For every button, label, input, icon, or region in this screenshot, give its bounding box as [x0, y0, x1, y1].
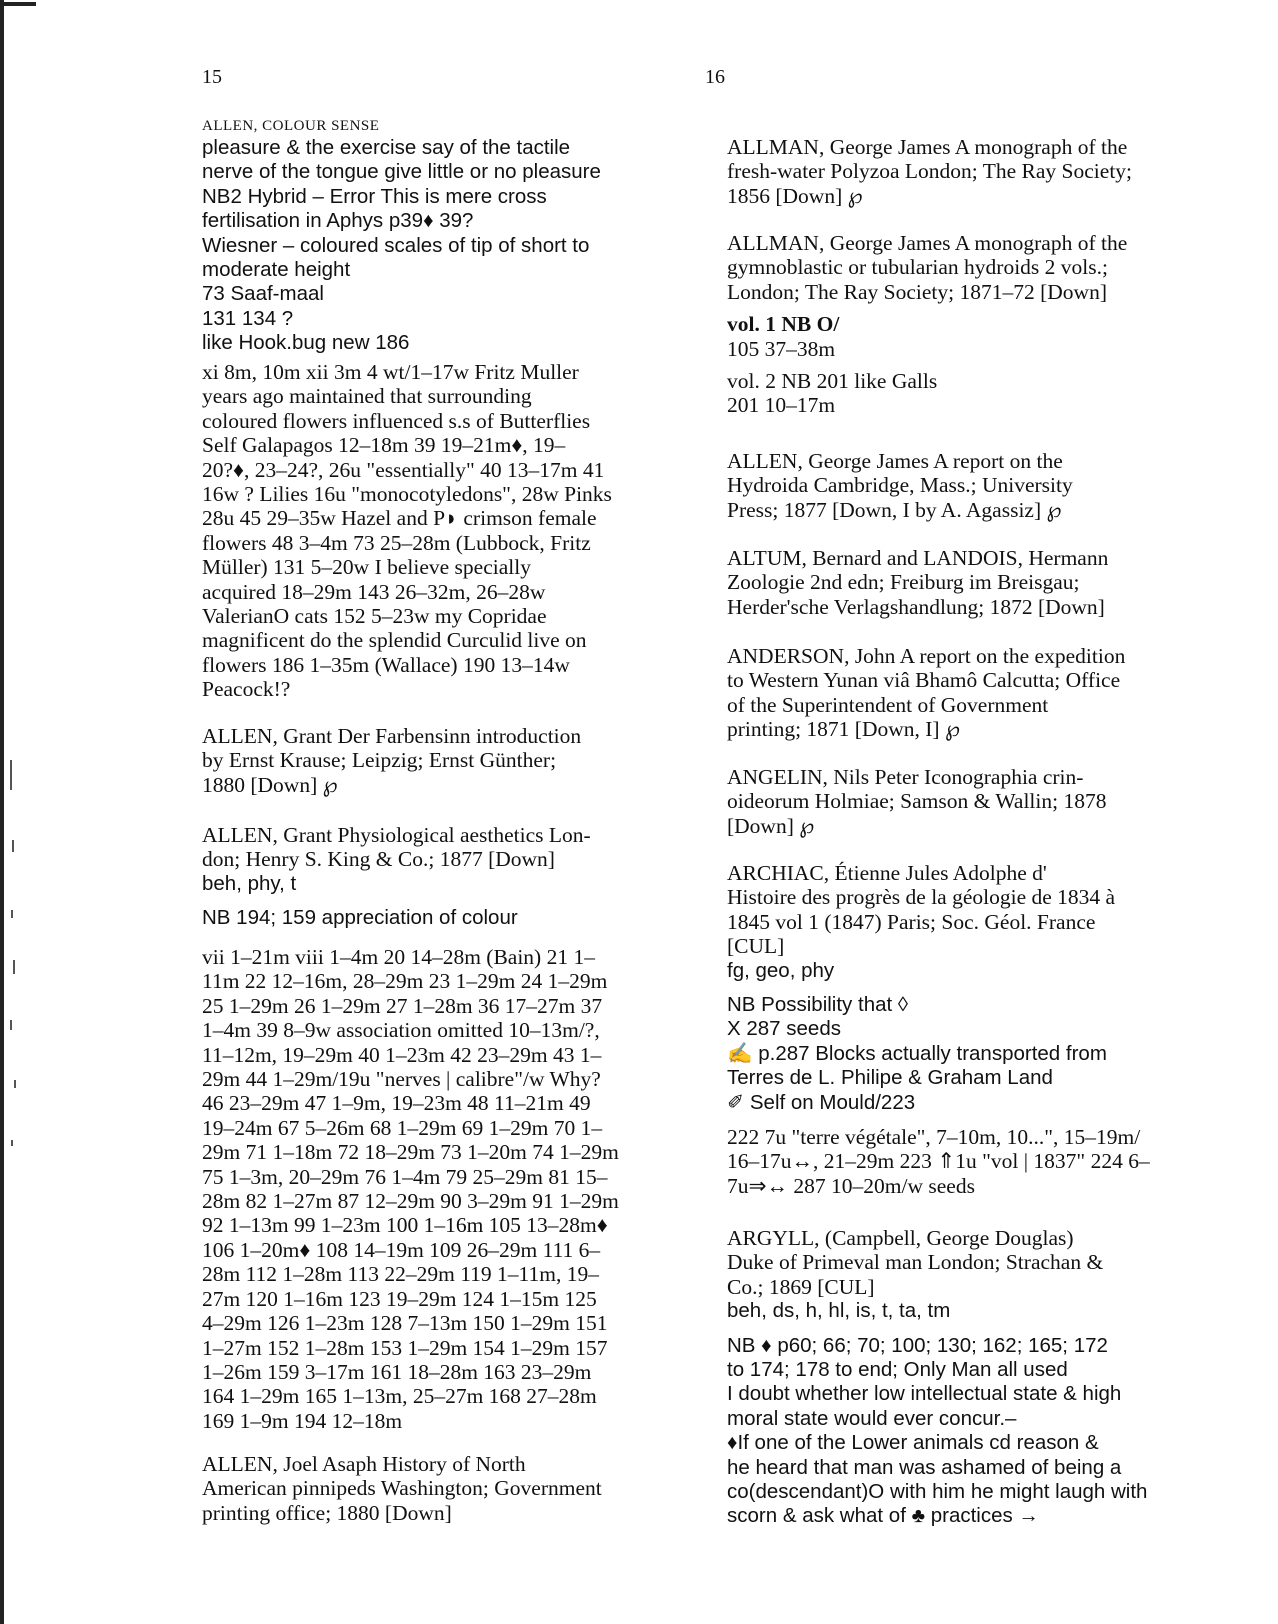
- text-line: moderate height: [202, 258, 351, 282]
- text-line: coloured flowers influenced s.s of Butterflies: [202, 408, 591, 433]
- text-line: fertilisation in Aphys p39♦ 39?: [202, 209, 474, 233]
- text-line: like Hook.bug new 186: [202, 331, 410, 355]
- text-line: 1880 [Down] ℘: [202, 772, 338, 797]
- text-line: vol. 2 NB 201 like Galls: [727, 369, 938, 394]
- text-line: xi 8m, 10m xii 3m 4 wt/1–17w Fritz Muller: [202, 360, 579, 384]
- text-line: 29m 44 1–29m/19u "nerves | calibre"/w Why?: [202, 1067, 601, 1092]
- text-line: 1–4m 39 8–9w association omitted 10–13m/?,: [202, 1018, 600, 1043]
- text-line: Peacock!?: [202, 677, 291, 702]
- text-line: moral state would ever concur.–: [727, 1406, 1017, 1430]
- text-line: gymnoblastic or tubularian hydroids 2 vols.;: [727, 255, 1108, 280]
- text-line: NB Possibility that ◊: [727, 993, 909, 1017]
- text-line: 1856 [Down] ℘: [727, 183, 863, 208]
- text-line: ALTUM, Bernard and LANDOIS, Hermann: [727, 546, 1109, 570]
- text-line: printing office; 1880 [Down]: [202, 1500, 452, 1525]
- text-line: Duke of Primeval man London; Strachan &: [727, 1250, 1104, 1275]
- text-line: ALLEN, Grant Der Farbensinn introduction: [202, 724, 582, 748]
- text-line: he heard that man was ashamed of being a: [727, 1455, 1122, 1479]
- entry-allen-farbensinn: [202, 724, 676, 797]
- text-line: [CUL]: [727, 934, 785, 959]
- text-line: ARCHIAC, Étienne Jules Adolphe d': [727, 861, 1047, 885]
- text-line: Histoire des progrès de la géologie de 1834 à: [727, 885, 1116, 910]
- text-line: to 174; 178 to end; Only Man all used: [727, 1358, 1068, 1382]
- entry-allen-joel-asaph: [202, 1452, 676, 1525]
- text-line: Self Galapagos 12–18m 39 19–21m♦, 19–: [202, 433, 566, 458]
- text-line: 20?♦, 23–24?, 26u "essentially" 40 13–17m 41: [202, 457, 605, 482]
- entry-anderson: [727, 644, 1201, 742]
- text-line: 73 Saaf-maal: [202, 282, 324, 306]
- text-line: ✍ p.287 Blocks actually transported from: [727, 1041, 1107, 1065]
- text-line: flowers 48 3–4m 73 25–28m (Lubbock, Fritz: [202, 530, 591, 555]
- text-line: 46 23–29m 47 1–9m, 19–23m 48 11–21m 49: [202, 1091, 591, 1116]
- text-line: Press; 1877 [Down, I by A. Agassiz] ℘: [727, 497, 1062, 522]
- text-line: ALLMAN, George James A monograph of the: [727, 135, 1128, 159]
- text-line: scorn & ask what of ♣ practices →: [727, 1504, 1039, 1528]
- entry-colour-sense-notes: [202, 136, 676, 356]
- text-line: ALLEN, Joel Asaph History of North: [202, 1452, 526, 1476]
- text-line: of the Superintendent of Government: [727, 692, 1049, 717]
- text-line: nerve of the tongue give little or no pleasure: [202, 160, 601, 184]
- text-line: 11m 22 12–16m, 28–29m 23 1–29m 24 1–29m: [202, 969, 608, 994]
- text-line: 27m 120 1–16m 123 19–29m 124 1–15m 125: [202, 1286, 597, 1311]
- entry-argyll: [727, 1226, 1201, 1529]
- text-line: ALLEN, Grant Physiological aesthetics Lon-: [202, 823, 591, 847]
- text-line: 164 1–29m 165 1–13m, 25–27m 168 27–28m: [202, 1384, 597, 1409]
- text-line: 28m 82 1–27m 87 12–29m 90 3–29m 91 1–29m: [202, 1189, 619, 1214]
- text-line: flowers 186 1–35m (Wallace) 190 13–14w: [202, 652, 570, 677]
- text-line: [Down] ℘: [727, 813, 815, 838]
- text-line: 28m 112 1–28m 113 22–29m 119 1–11m, 19–: [202, 1262, 599, 1287]
- text-line: 16w ? Lilies 16u "monocotyledons", 28w Pinks: [202, 482, 612, 507]
- text-line: NB ♦ p60; 66; 70; 100; 130; 162; 165; 172: [727, 1333, 1108, 1357]
- text-line: 131 134 ?: [202, 306, 294, 330]
- text-line: ✐ Self on Mould/223: [727, 1090, 916, 1114]
- text-line: Herder'sche Verlagshandlung; 1872 [Down]: [727, 594, 1105, 619]
- entry-angelin: [727, 765, 1201, 838]
- text-line: American pinnipeds Washington; Government: [202, 1476, 602, 1501]
- page-number-right: 16: [705, 66, 725, 88]
- text-line: printing; 1871 [Down, I] ℘: [727, 717, 960, 742]
- text-line: vii 1–21m viii 1–4m 20 14–28m (Bain) 21 1–: [202, 945, 595, 969]
- text-line: Müller) 131 5–20w I believe specially: [202, 555, 531, 580]
- text-line: ANDERSON, John A report on the expedition: [727, 644, 1126, 668]
- text-line: beh, phy, t: [202, 871, 297, 895]
- entry-colour-sense-pages: [202, 360, 676, 702]
- text-line: ALLEN, George James A report on the: [727, 449, 1063, 473]
- text-line: Zoologie 2nd edn; Freiburg im Breisgau;: [727, 570, 1080, 595]
- text-line: 7u⇒↔ 287 10–20m/w seeds: [727, 1173, 975, 1198]
- text-line: Wiesner – coloured scales of tip of short to: [202, 233, 590, 257]
- entry-allman-hydroids: [727, 231, 1201, 418]
- text-line: 105 37–38m: [727, 336, 836, 361]
- text-line: by Ernst Krause; Leipzig; Ernst Günther;: [202, 748, 557, 773]
- page-edge-line: [0, 0, 4, 1624]
- page-corner-mark: [0, 2, 36, 6]
- text-line: 92 1–13m 99 1–23m 100 1–16m 105 13–28m♦: [202, 1213, 608, 1238]
- text-line: NB2 Hybrid – Error This is mere cross: [202, 184, 547, 208]
- scan-specks: [8, 760, 24, 1180]
- text-line: ANGELIN, Nils Peter Iconographia crin-: [727, 765, 1084, 789]
- text-line: 169 1–9m 194 12–18m: [202, 1408, 403, 1433]
- text-line: fresh-water Polyzoa London; The Ray Society;: [727, 159, 1133, 184]
- text-line: 75 1–3m, 20–29m 76 1–4m 79 25–29m 81 15–: [202, 1164, 608, 1189]
- text-line: 28u 45 29–35w Hazel and P◗ crimson female: [202, 506, 597, 531]
- text-line: ARGYLL, (Campbell, George Douglas): [727, 1226, 1074, 1250]
- text-line: ValerianO cats 152 5–23w my Copridae: [202, 604, 547, 629]
- text-line: 106 1–20m♦ 108 14–19m 109 26–29m 111 6–: [202, 1237, 601, 1262]
- entry-altum-landois: [727, 546, 1201, 619]
- entry-allen-physiological-aesthetics: [202, 823, 676, 931]
- text-line: Hydroida Cambridge, Mass.; University: [727, 473, 1073, 498]
- text-line: acquired 18–29m 143 26–32m, 26–28w: [202, 579, 546, 604]
- text-line: 29m 71 1–18m 72 18–29m 73 1–20m 74 1–29m: [202, 1140, 619, 1165]
- text-line: vol. 1 NB O/: [727, 312, 840, 337]
- text-line: 19–24m 67 5–26m 68 1–29m 69 1–29m 70 1–: [202, 1115, 603, 1140]
- text-line: beh, ds, h, hl, is, t, ta, tm: [727, 1299, 951, 1323]
- text-line: NB 194; 159 appreciation of colour: [202, 906, 518, 930]
- entry-allman-polyzoa: [727, 135, 1201, 208]
- text-line: Terres de L. Philipe & Graham Land: [727, 1066, 1053, 1090]
- text-line: I doubt whether low intellectual state & high: [727, 1382, 1122, 1406]
- text-line: co(descendant)O with him he might laugh with: [727, 1480, 1148, 1504]
- text-line: 16–17u↔, 21–29m 223 ⇑1u "vol | 1837" 224 6–: [727, 1149, 1150, 1174]
- entry-archiac: [727, 861, 1201, 1198]
- text-line: oideorum Holmiae; Samson & Wallin; 1878: [727, 789, 1107, 814]
- text-line: years ago maintained that surrounding: [202, 384, 532, 409]
- entry-allen-hydroida: [727, 449, 1201, 522]
- text-line: London; The Ray Society; 1871–72 [Down]: [727, 279, 1107, 304]
- text-line: to Western Yunan viâ Bhamô Calcutta; Office: [727, 668, 1121, 693]
- text-line: X 287 seeds: [727, 1017, 841, 1041]
- text-line: 222 7u "terre végétale", 7–10m, 10...", 15–19m/: [727, 1125, 1141, 1150]
- text-line: ALLMAN, George James A monograph of the: [727, 231, 1128, 255]
- text-line: Co.; 1869 [CUL]: [727, 1274, 875, 1299]
- text-line: don; Henry S. King & Co.; 1877 [Down]: [202, 847, 555, 872]
- text-line: 25 1–29m 26 1–29m 27 1–28m 36 17–27m 37: [202, 993, 603, 1018]
- text-line: 1–26m 159 3–17m 161 18–28m 163 23–29m: [202, 1359, 592, 1384]
- text-line: 11–12m, 19–29m 40 1–23m 42 23–29m 43 1–: [202, 1042, 602, 1067]
- text-line: ♦If one of the Lower animals cd reason &: [727, 1431, 1099, 1455]
- entry-physiological-aesthetics-pages: [202, 945, 676, 1433]
- text-line: 1–27m 152 1–28m 153 1–29m 154 1–29m 157: [202, 1335, 608, 1360]
- text-line: 4–29m 126 1–23m 128 7–13m 150 1–29m 151: [202, 1311, 608, 1336]
- text-line: fg, geo, phy: [727, 958, 835, 982]
- text-line: magnificent do the splendid Curculid live on: [202, 628, 587, 653]
- page-number-left: 15: [202, 66, 222, 88]
- text-line: 1845 vol 1 (1847) Paris; Soc. Géol. France: [727, 909, 1096, 934]
- text-line: pleasure & the exercise say of the tactile: [202, 136, 571, 159]
- running-head: ALLEN, COLOUR SENSE: [202, 118, 380, 134]
- text-line: 201 10–17m: [727, 393, 836, 418]
